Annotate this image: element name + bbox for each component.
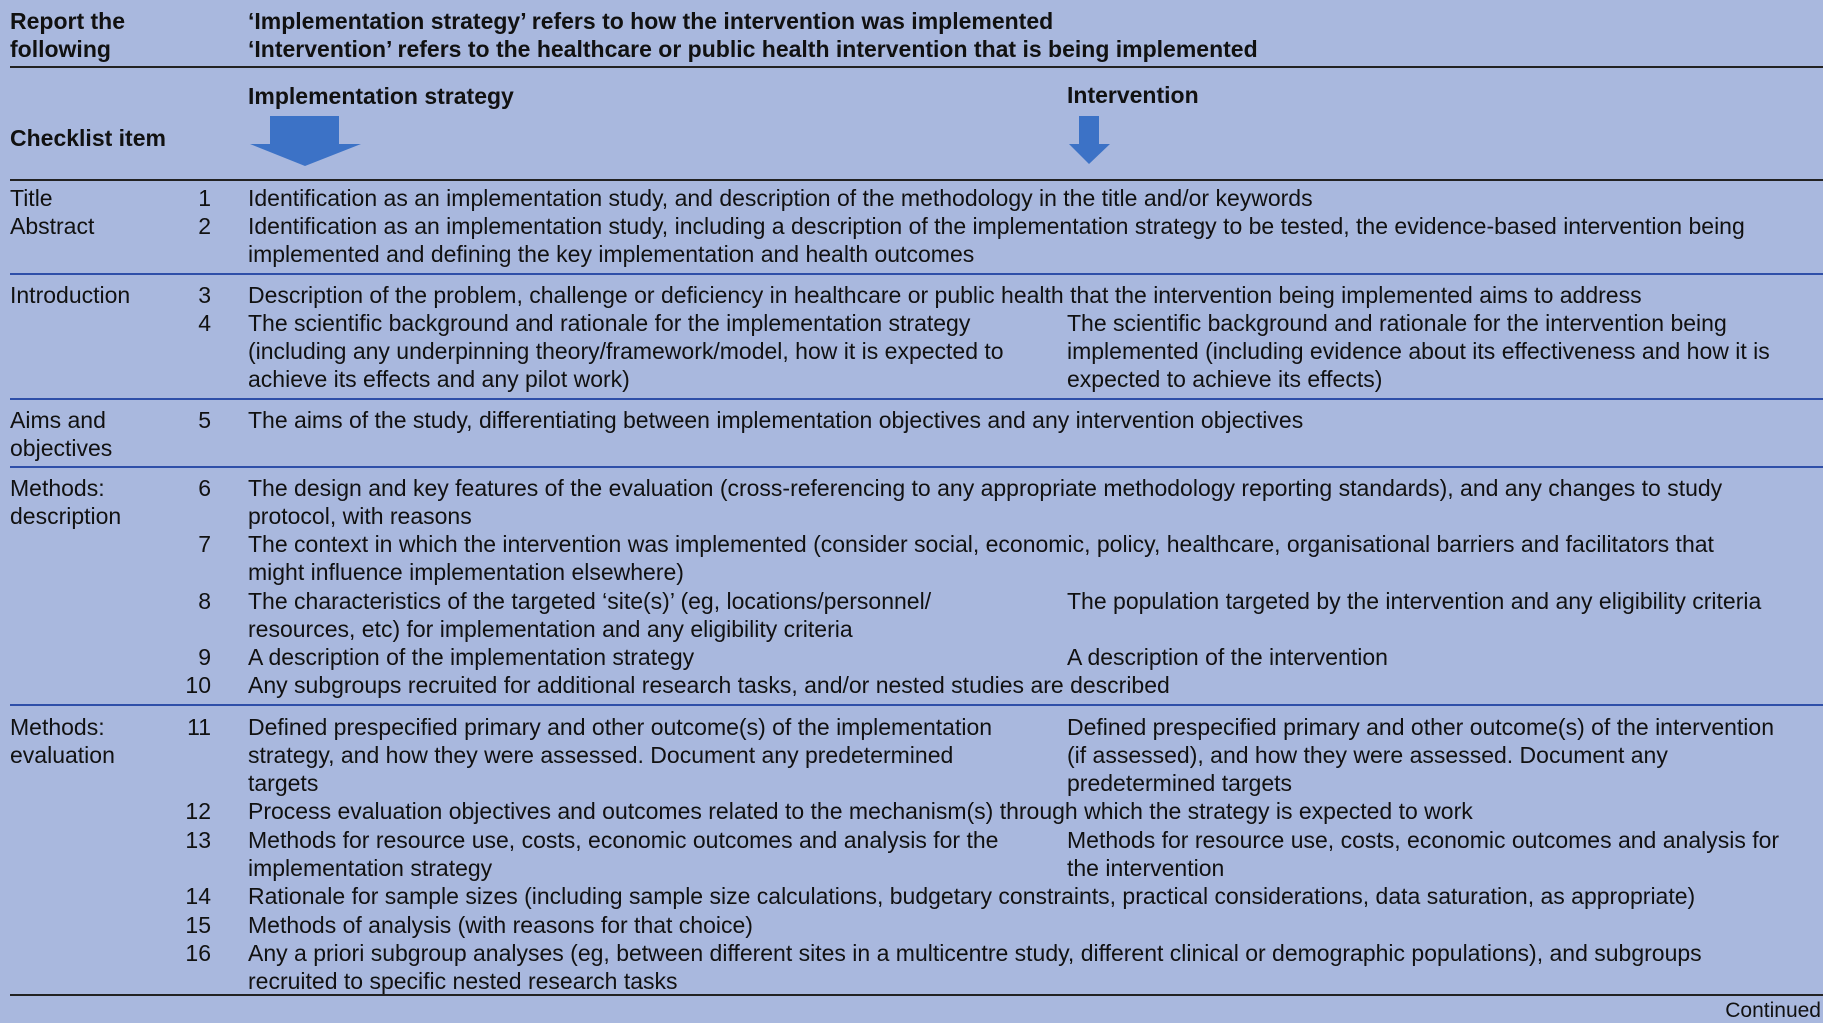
checklist-item-header: Checklist item bbox=[10, 125, 166, 151]
item-text: recruited to specific nested research tasks bbox=[248, 968, 678, 994]
item-text-intervention: The population targeted by the intervention and any eligibility criteria bbox=[1067, 588, 1762, 614]
item-text-intervention: the intervention bbox=[1067, 855, 1225, 881]
section-methods-evaluation: evaluation bbox=[10, 742, 115, 768]
definition-strategy: ‘Implementation strategy’ refers to how the intervention was implemented bbox=[248, 8, 1054, 34]
item-number: 13 bbox=[185, 827, 211, 853]
table-bottom-rule bbox=[10, 994, 1823, 996]
item-number: 7 bbox=[198, 531, 211, 557]
item-number: 15 bbox=[185, 912, 211, 938]
item-text-implementation: The characteristics of the targeted ‘site(s)’ (eg, locations/personnel/ bbox=[248, 588, 932, 614]
item-number: 16 bbox=[185, 940, 211, 966]
section-divider bbox=[10, 398, 1823, 400]
section-aims: objectives bbox=[10, 435, 113, 461]
item-number: 2 bbox=[198, 213, 211, 239]
item-text: The design and key features of the evaluation (cross-referencing to any appropriate methodology reporting standards), and any changes to study bbox=[248, 475, 1723, 501]
column-header-intervention: Intervention bbox=[1067, 82, 1199, 108]
item-number: 1 bbox=[198, 185, 211, 211]
implementation-arrow-icon bbox=[248, 114, 363, 169]
item-text-intervention: The scientific background and rationale for the intervention being bbox=[1067, 310, 1727, 336]
section-divider bbox=[10, 466, 1823, 468]
report-label: Report the bbox=[10, 8, 125, 34]
item-text: Description of the problem, challenge or deficiency in healthcare or public health that the intervention being implemented aims to address bbox=[248, 282, 1642, 308]
intervention-arrow-icon bbox=[1068, 114, 1112, 169]
item-number: 14 bbox=[185, 883, 211, 909]
report-label-2: following bbox=[10, 36, 111, 62]
section-abstract: Abstract bbox=[10, 213, 95, 239]
item-text: Process evaluation objectives and outcomes related to the mechanism(s) through which the strategy is expected to work bbox=[248, 798, 1473, 824]
item-text-implementation: achieve its effects and any pilot work) bbox=[248, 366, 630, 392]
item-text-implementation: The scientific background and rationale for the implementation strategy bbox=[248, 310, 971, 336]
item-text: Identification as an implementation study, including a description of the implementation strategy to be tested, the evidence-based intervention being bbox=[248, 213, 1745, 239]
item-number: 5 bbox=[198, 407, 211, 433]
item-text: Methods of analysis (with reasons for that choice) bbox=[248, 912, 753, 938]
item-text-implementation: implementation strategy bbox=[248, 855, 493, 881]
item-number: 4 bbox=[198, 310, 211, 336]
section-methods-description: description bbox=[10, 503, 122, 529]
item-text-intervention: implemented (including evidence about its effectiveness and how it is bbox=[1067, 338, 1770, 364]
item-number: 9 bbox=[198, 644, 211, 670]
item-text: Identification as an implementation study, and description of the methodology in the title and/or keywords bbox=[248, 185, 1313, 211]
item-text-intervention: predetermined targets bbox=[1067, 770, 1293, 796]
item-text-implementation: targets bbox=[248, 770, 319, 796]
item-text-implementation: strategy, and how they were assessed. Document any predetermined bbox=[248, 742, 954, 768]
table-top-rule bbox=[10, 179, 1823, 181]
item-text: The aims of the study, differentiating between implementation objectives and any intervention objectives bbox=[248, 407, 1304, 433]
item-text-implementation: A description of the implementation strategy bbox=[248, 644, 695, 670]
item-text: might influence implementation elsewhere) bbox=[248, 559, 684, 585]
item-number: 6 bbox=[198, 475, 211, 501]
section-aims: Aims and bbox=[10, 407, 106, 433]
header-rule bbox=[10, 66, 1823, 68]
item-number: 8 bbox=[198, 588, 211, 614]
item-number: 12 bbox=[185, 798, 211, 824]
item-text: protocol, with reasons bbox=[248, 503, 472, 529]
item-text-intervention: A description of the intervention bbox=[1067, 644, 1388, 670]
section-title: Title bbox=[10, 185, 53, 211]
section-introduction: Introduction bbox=[10, 282, 131, 308]
item-text-intervention: expected to achieve its effects) bbox=[1067, 366, 1383, 392]
section-divider bbox=[10, 704, 1823, 706]
continued-label: Continued bbox=[1725, 999, 1821, 1022]
section-divider bbox=[10, 273, 1823, 275]
item-text-intervention: Methods for resource use, costs, economic outcomes and analysis for bbox=[1067, 827, 1780, 853]
section-methods-description: Methods: bbox=[10, 475, 105, 501]
item-number: 11 bbox=[187, 714, 211, 740]
item-number: 10 bbox=[185, 672, 211, 698]
item-number: 3 bbox=[198, 282, 211, 308]
item-text-implementation: (including any underpinning theory/framework/model, how it is expected to bbox=[248, 338, 1004, 364]
item-text: Rationale for sample sizes (including sample size calculations, budgetary constraints, practical considerations, data saturation, as appropriate) bbox=[248, 883, 1696, 909]
section-methods-evaluation: Methods: bbox=[10, 714, 105, 740]
item-text-implementation: Methods for resource use, costs, economic outcomes and analysis for the bbox=[248, 827, 999, 853]
item-text-implementation: resources, etc) for implementation and any eligibility criteria bbox=[248, 616, 853, 642]
item-text: Any a priori subgroup analyses (eg, between different sites in a multicentre study, different clinical or demographic populations), and subgroups bbox=[248, 940, 1702, 966]
item-text: The context in which the intervention was implemented (consider social, economic, policy, healthcare, organisational barriers and facilitators that bbox=[248, 531, 1714, 557]
item-text-intervention: Defined prespecified primary and other outcome(s) of the intervention bbox=[1067, 714, 1774, 740]
item-text: implemented and defining the key implementation and health outcomes bbox=[248, 241, 975, 267]
item-text-implementation: Defined prespecified primary and other outcome(s) of the implementation bbox=[248, 714, 993, 740]
column-header-implementation: Implementation strategy bbox=[248, 83, 514, 109]
definition-intervention: ‘Intervention’ refers to the healthcare or public health intervention that is being implemented bbox=[248, 36, 1258, 62]
item-text-intervention: (if assessed), and how they were assessed. Document any bbox=[1067, 742, 1668, 768]
item-text: Any subgroups recruited for additional research tasks, and/or nested studies are described bbox=[248, 672, 1170, 698]
